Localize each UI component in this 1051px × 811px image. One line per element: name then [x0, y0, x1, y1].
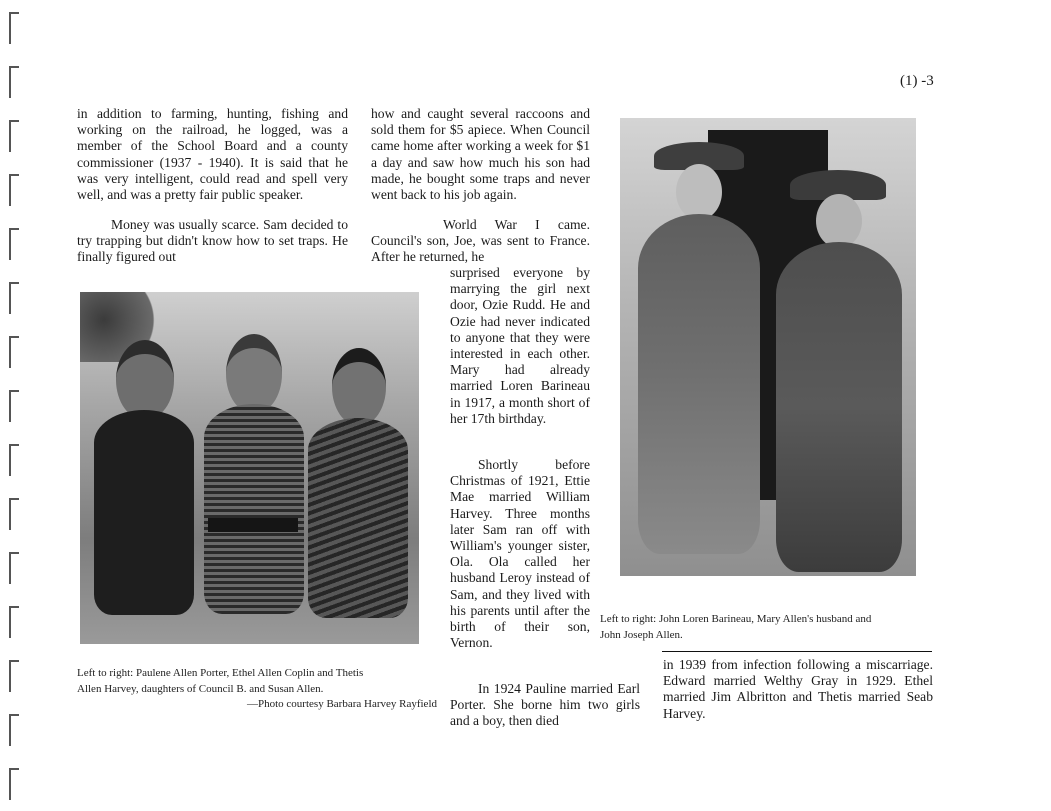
right-photo-caption	[600, 612, 940, 643]
left-column-paragraph-2: Money was usually scarce. Sam decided to try trapping but didn't know how to set traps. He finally figured out	[77, 217, 348, 265]
photo-credit: —Photo courtesy Barbara Harvey Rayfield	[247, 698, 437, 710]
binding-mark	[9, 606, 19, 638]
left-caption-line-1: Left to right: Paulene Allen Porter, Ethel Allen Coplin and Thetis	[77, 667, 364, 679]
binding-mark	[9, 768, 19, 800]
binding-mark	[9, 174, 19, 206]
binding-mark	[9, 66, 19, 98]
right-caption-line-2: John Joseph Allen.	[600, 628, 683, 641]
binding-mark	[9, 660, 19, 692]
left-caption-line-2: Allen Harvey, daughters of Council B. and Susan Allen.	[77, 682, 324, 695]
middle-column-paragraph-1: how and caught several raccoons and sold them for $5 apiece. When Council came home after working a week for $1 a day and saw how much his son had made, he bought some traps and never went back to his job again.	[371, 106, 590, 203]
binding-mark	[9, 444, 19, 476]
middle-column-paragraph-2-narrow: surprised everyone by marrying the girl next door, Ozie Rudd. He and Ozie had never indicated to anyone that they were interested in each other. Mary had already married Loren Barineau in 1917, a month short of her 17th birthday.	[450, 265, 590, 426]
woman-middle-head	[226, 334, 282, 414]
left-photo-caption	[77, 666, 437, 713]
soldier-left-body	[638, 214, 760, 554]
woman-middle-body	[204, 404, 304, 614]
middle-column-paragraph-2-head: World War I came. Council's son, Joe, was sent to France. After he returned, he	[371, 217, 590, 265]
middle-column-paragraph-4: In 1924 Pauline married Earl Porter. She borne him two girls and a boy, then died	[450, 681, 640, 729]
right-column-paragraph-1: in 1939 from infection following a miscarriage. Edward married Welthy Gray in 1929. Ethel married Jim Albritton and Thetis married Seab Harvey.	[663, 657, 933, 721]
woman-left-head	[116, 340, 174, 420]
binding-mark	[9, 498, 19, 530]
binding-mark	[9, 714, 19, 746]
caption-divider-rule	[662, 651, 932, 652]
photo-two-soldiers	[620, 118, 916, 576]
right-caption-line-1: Left to right: John Loren Barineau, Mary Allen's husband and	[600, 613, 872, 625]
binding-mark	[9, 390, 19, 422]
woman-right-head	[332, 348, 386, 426]
left-column-paragraph-1: in addition to farming, hunting, fishing and working on the railroad, he logged, was a member of the School Board and a county commissioner (1937 - 1940). It is said that he was very intelligent, could read and spell very well, and was a pretty fair public speaker.	[77, 106, 348, 203]
binding-mark	[9, 282, 19, 314]
woman-middle-belt	[208, 518, 298, 532]
photo-three-women	[80, 292, 419, 644]
binding-mark	[9, 12, 19, 44]
woman-right-body	[308, 418, 408, 618]
soldier-right-head	[816, 194, 862, 248]
binding-mark	[9, 228, 19, 260]
page-number: (1) -3	[900, 73, 934, 89]
woman-left-body	[94, 410, 194, 615]
binding-mark	[9, 120, 19, 152]
binding-mark	[9, 552, 19, 584]
soldier-right-body	[776, 242, 902, 572]
binding-mark	[9, 336, 19, 368]
middle-column-paragraph-3: Shortly before Christmas of 1921, Ettie Mae married William Harvey. Three months later Sam ran off with William's younger sister, Ola. Ola called her husband Leroy instead of Sam, and they lived with his parents until after the birth of their son, Vernon.	[450, 457, 590, 651]
soldier-left-head	[676, 164, 722, 220]
